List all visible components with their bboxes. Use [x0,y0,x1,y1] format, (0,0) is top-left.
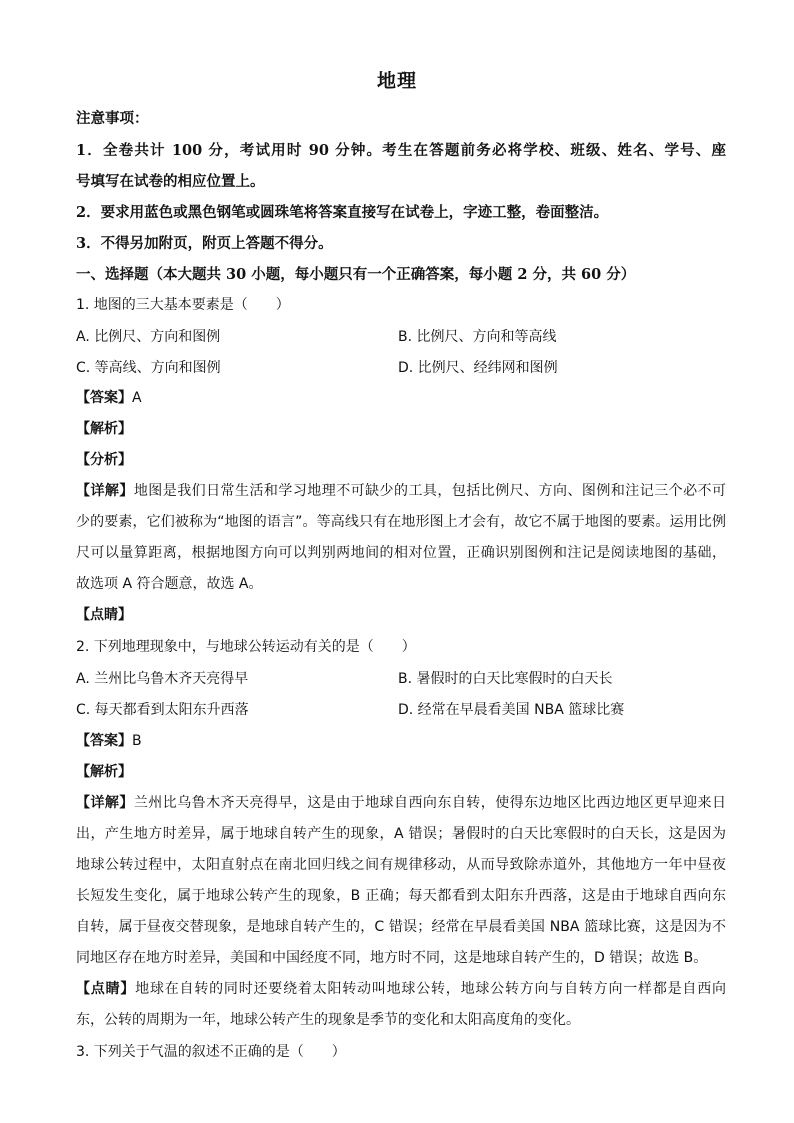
q2-stem: 2. 下列地理现象中，与地球公转运动有关的是（ ） [76,639,416,655]
q2-analysis-tag: 【解析】 [76,764,132,780]
q2-option-b: B. 暑假时的白天比寒假时的白天长 [398,671,613,687]
q2-dianjing-line-2: 东，公转的周期为一年，地球公转产生的现象是季节的变化和太阳高度角的变化。 [76,1012,580,1028]
q2-answer-tag: 【答案】 [76,733,132,749]
q2-dianjing-line-1 [76,978,726,998]
q1-detail-line-1 [76,480,726,500]
q1-detail-text-1: 地图是我们日常生活和学习地理不可缺少的工具，包括比例尺、方向、图例和注记三个必不可 [133,483,726,499]
q2-detail-tag: 【详解】 [76,795,134,811]
q2-detail-line-2: 出，产生地方时差异，属于地球自转产生的现象，A 错误；暑假时的白天比寒假时的白天长，这是因为 [76,826,726,842]
q1-option-b: B. 比例尺、方向和等高线 [398,329,557,345]
q2-answer-value: B [132,733,142,749]
q2-answer-line [76,730,726,750]
page-title: 地理 [376,70,417,92]
q3-stem: 3. 下列关于气温的叙述不正确的是（ ） [76,1044,346,1060]
q1-fenxi-tag: 【分析】 [76,452,132,468]
q1-detail-line-2: 少的要素，它们被称为“地图的语言”。等高线只有在地形图上才会有，故它不属于地图的要素。运用比例 [76,514,726,530]
notice-item-1-line-1: 1．全卷共计 100 分，考试用时 90 分钟。考生在答题前务必将学校、班级、姓名、学号、座 [76,142,726,159]
q1-detail-line-4: 故选项 A 符合题意，故选 A。 [76,576,263,592]
notice-heading: 注意事项： [76,110,149,127]
notice-item-1-line-2: 号填写在试卷的相应位置上。 [76,173,265,190]
q1-dianjing-tag: 【点睛】 [76,607,132,623]
q1-option-d: D. 比例尺、经纬网和图例 [398,360,558,376]
notice-item-3: 3．不得另加附页，附页上答题不得分。 [76,235,333,252]
q2-dianjing-tag: 【点睛】 [76,981,136,997]
q2-detail-line-4: 长短发生变化，属于地球公转产生的现象，B 正确；每天都看到太阳东升西落，这是由于地球自西向东 [76,888,726,904]
q1-answer-tag: 【答案】 [76,390,132,406]
q1-option-c: C. 等高线、方向和图例 [76,360,221,376]
notice-item-2: 2．要求用蓝色或黑色钢笔或圆珠笔将答案直接写在试卷上，字迹工整，卷面整洁。 [76,204,609,221]
q2-detail-line-1 [76,792,726,812]
q2-option-a: A. 兰州比乌鲁木齐天亮得早 [76,671,249,687]
q1-answer-value: A [132,390,142,406]
q2-detail-line-5: 自转，属于昼夜交替现象，是地球自转产生的，C 错误；经常在早晨看美国 NBA 篮球比赛，这是因为不 [76,919,726,935]
q1-stem: 1. 地图的三大基本要素是（ ） [76,297,290,313]
q1-option-a: A. 比例尺、方向和图例 [76,329,221,345]
q1-detail-line-3: 尺可以量算距离，根据地图方向可以判别两地间的相对位置，正确识别图例和注记是阅读地图的基础， [76,545,726,561]
q2-option-d: D. 经常在早晨看美国 NBA 篮球比赛 [398,702,625,718]
q1-answer-line [76,387,726,407]
q2-dianjing-text-1: 地球在自转的同时还要绕着太阳转动叫地球公转，地球公转方向与自转方向一样都是自西向 [135,981,726,997]
q2-option-c: C. 每天都看到太阳东升西落 [76,702,249,718]
section-1-heading: 一、选择题（本大题共 30 小题，每小题只有一个正确答案，每小题 2 分，共 60 分） [76,266,636,283]
q1-analysis-tag: 【解析】 [76,421,132,437]
q2-detail-line-3: 地球公转过程中，太阳直射点在南北回归线之间有规律移动，从而导致除赤道外，其他地方一年中昼夜 [76,857,726,873]
q2-detail-line-6: 同地区存在地方时差异，美国和中国经度不同，地方时不同，这是地球自转产生的，D 错误；故选 B。 [76,950,708,966]
q2-detail-text-1: 兰州比乌鲁木齐天亮得早，这是由于地球自西向东自转，使得东边地区比西边地区更早迎来日 [133,795,726,811]
q1-detail-tag: 【详解】 [76,483,134,499]
